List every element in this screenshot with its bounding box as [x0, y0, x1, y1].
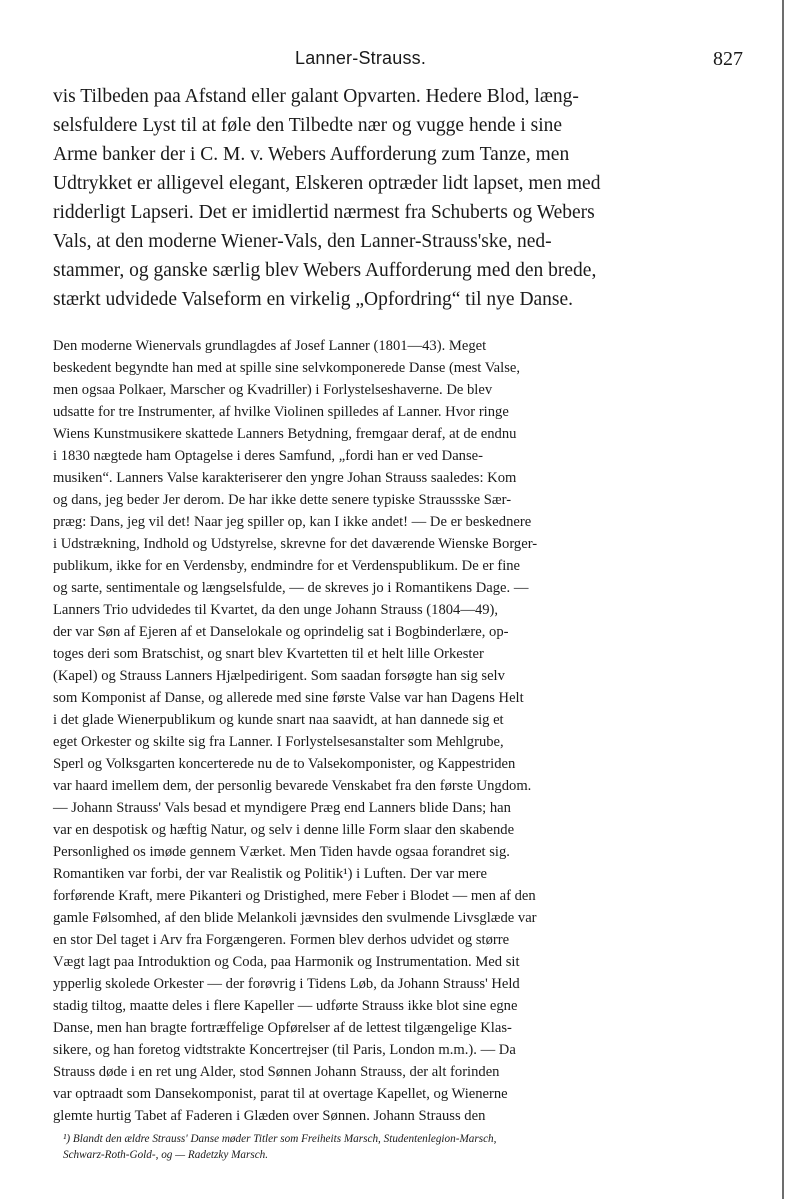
text-line: i 1830 nægtede ham Optagelse i deres Samfund, „fordi han er ved Danse- — [53, 448, 483, 464]
footnote-line: ¹) Blandt den ældre Strauss' Danse møder Titler som Freiheits Marsch, Studentenlegion-Marsch, — [63, 1133, 497, 1145]
text-line: Arme banker der i C. M. v. Webers Aufforderung zum Tanze, men — [53, 144, 570, 165]
text-line: var optraadt som Dansekomponist, parat til at overtage Kapellet, og Wienerne — [53, 1086, 508, 1102]
text-line: — Johann Strauss' Vals besad et myndigere Præg end Lanners blide Dans; han — [53, 800, 511, 816]
text-line: der var Søn af Ejeren af et Danselokale og oprindelig sat i Bogbinderlære, op- — [53, 624, 509, 640]
text-line: (Kapel) og Strauss Lanners Hjælpedirigent. Som saadan forsøgte han sig selv — [53, 668, 505, 684]
text-line: beskedent begyndte han med at spille sine selvkomponerede Danse (mest Valse, — [53, 360, 521, 376]
text-line: som Komponist af Danse, og allerede med sine første Valse var han Dagens Helt — [53, 690, 524, 706]
text-line: i det glade Wienerpublikum og kunde snart naa saavidt, at han dannede sig et — [53, 712, 504, 728]
text-line: vis Tilbeden paa Afstand eller galant Opvarten. Hedere Blod, læng- — [53, 86, 579, 107]
text-line: en stor Del taget i Arv fra Forgængeren. Formen blev derhos udvidet og større — [53, 932, 510, 948]
text-line: var en despotisk og hæftig Natur, og selv i denne lille Form slaar den skabende — [53, 822, 515, 838]
text-line: Romantiken var forbi, der var Realistik og Politik¹) i Luften. Der var mere — [53, 866, 487, 882]
text-line: var haard imellem dem, der personlig bevarede Venskabet fra den første Ungdom. — [53, 778, 532, 794]
text-line: Strauss døde i en ret ung Alder, stod Sønnen Johann Strauss, der alt forinden — [53, 1064, 500, 1080]
text-line: publikum, ikke for en Verdensby, endmindre for et Verdenspublikum. De er fine — [53, 558, 521, 574]
text-line: Sperl og Volksgarten koncerterede nu de to Valsekomponister, og Kappestriden — [53, 756, 516, 772]
text-line: Vals, at den moderne Wiener-Vals, den Lanner-Strauss'ske, ned- — [53, 231, 552, 252]
text-line: stærkt udvidede Valseform en virkelig „Opfordring“ til nye Danse. — [53, 289, 574, 310]
text-line: og dans, jeg beder Jer derom. De har ikke dette senere typiske Straussske Sær- — [53, 492, 512, 508]
text-line: stadig tiltog, maatte deles i flere Kapeller — udførte Strauss ikke blot sine egne — [53, 998, 518, 1014]
text-line: udsatte for tre Instrumenter, af hvilke Violinen spilledes af Lanner. Hvor ringe — [53, 404, 509, 420]
text-line: Vægt lagt paa Introduktion og Coda, paa Harmonik og Instrumentation. Med sit — [53, 954, 520, 970]
text-line: gamle Følsomhed, af den blide Melankoli jævnsides den svulmende Livsglæde var — [53, 910, 537, 926]
text-line: selsfuldere Lyst til at føle den Tilbedte nær og vugge hende i sine — [53, 115, 563, 136]
text-line: Danse, men han bragte fortræffelige Opførelser af de lettest tilgængelige Klas- — [53, 1020, 512, 1036]
page-number: 827 — [713, 48, 743, 70]
text-line: stammer, og ganske særlig blev Webers Aufforderung med den brede, — [53, 260, 597, 281]
text-line: sikere, og han foretog vidtstrakte Koncertrejser (til Paris, London m.m.). — Da — [53, 1042, 516, 1058]
text-line: ypperlig skolede Orkester — der forøvrig i Tidens Løb, da Johann Strauss' Held — [53, 976, 520, 992]
text-line: og sarte, sentimentale og længselsfulde, — de skreves jo i Romantikens Dage. — — [53, 580, 529, 596]
text-line: Lanners Trio udvidedes til Kvartet, da den unge Johann Strauss (1804—49), — [53, 602, 499, 618]
page-edge-rule — [782, 0, 784, 1199]
text-line: forførende Kraft, mere Pikanteri og Dristighed, mere Feber i Blodet — men af den — [53, 888, 536, 904]
text-line: glemte hurtig Tabet af Faderen i Glæden over Sønnen. Johann Strauss den — [53, 1108, 486, 1124]
text-line: Udtrykket er alligevel elegant, Elskeren optræder lidt lapset, men med — [53, 173, 601, 194]
text-line: præg: Dans, jeg vil det! Naar jeg spiller op, kan I ikke andet! — De er beskednere — [53, 514, 532, 530]
text-line: Den moderne Wienervals grundlagdes af Josef Lanner (1801—43). Meget — [53, 338, 487, 354]
text-line: eget Orkester og skilte sig fra Lanner. I Forlystelsesanstalter som Mehlgrube, — [53, 734, 504, 750]
text-line: i Udstrækning, Indhold og Udstyrelse, skrevne for det daværende Wienske Borger- — [53, 536, 538, 552]
text-line: ridderligt Lapseri. Det er imidlertid nærmest fra Schuberts og Webers — [53, 202, 595, 223]
text-line: men ogsaa Polkaer, Marscher og Kvadriller) i Forlystelseshaverne. De blev — [53, 382, 493, 398]
text-line: Personlighed os imøde gennem Værket. Men Tiden havde ogsaa forandret sig. — [53, 844, 510, 860]
page-header — [0, 48, 787, 78]
text-line: toges deri som Bratschist, og snart blev Kvartetten til et helt lille Orkester — [53, 646, 484, 662]
text-line: Wiens Kunstmusikere skattede Lanners Betydning, fremgaar deraf, at de endnu — [53, 426, 517, 442]
running-title: Lanner-Strauss. — [295, 48, 427, 68]
footnote-line: Schwarz-Roth-Gold-, og — Radetzky Marsch. — [63, 1149, 269, 1161]
text-line: musiken“. Lanners Valse karakteriserer den yngre Johan Strauss saaledes: Kom — [53, 470, 517, 486]
